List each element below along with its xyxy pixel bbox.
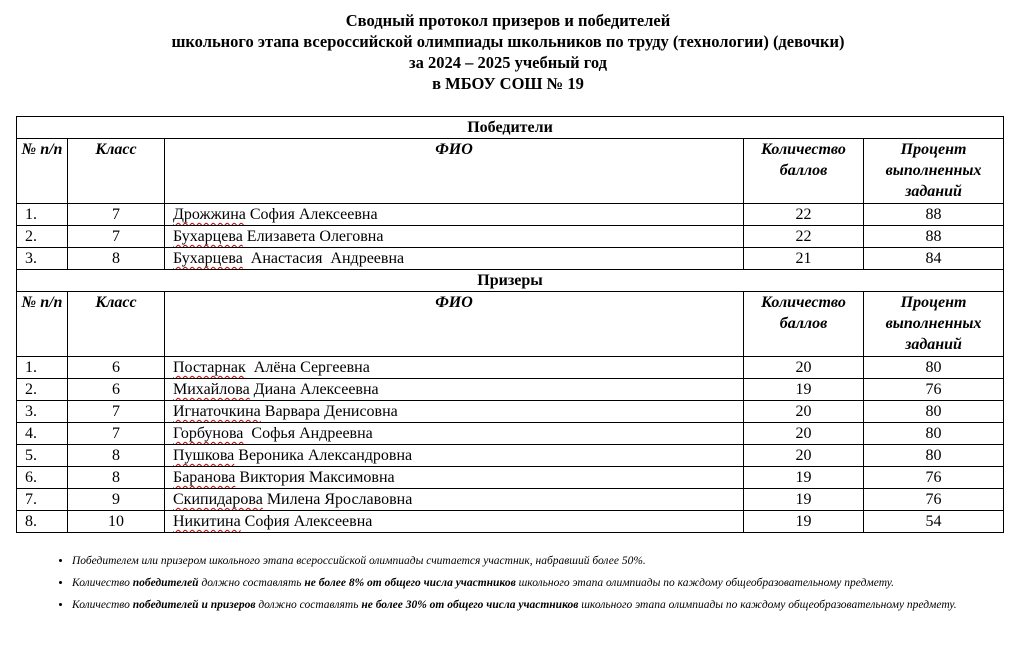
row-percent: 76 (864, 467, 1004, 489)
footnote-text: Победителем или призером школьного этапа всероссийской олимпиады считается участник, набравший более 50%. (72, 555, 646, 567)
row-percent: 80 (864, 401, 1004, 423)
row-given-names: Алёна Сергеевна (245, 359, 370, 376)
row-grade: 7 (68, 204, 165, 226)
title-line: школьного этапа всероссийской олимпиады школьников по труду (технологии) (девочки) (171, 32, 845, 51)
prizewinners-section-label: Призеры (17, 270, 1004, 292)
table-row (17, 445, 1004, 467)
footnote-text: должно составлять (198, 577, 305, 589)
row-grade: 10 (68, 511, 165, 533)
table-row (17, 489, 1004, 511)
row-num: 5. (17, 445, 68, 467)
row-name (165, 467, 744, 489)
title-line: в МБОУ СОШ № 19 (432, 74, 584, 93)
row-score: 21 (744, 248, 864, 270)
title-line: за 2024 – 2025 учебный год (409, 53, 607, 72)
row-surname: Никитина (173, 513, 241, 530)
row-given-names: Виктория Максимовна (235, 469, 395, 486)
row-surname: Бухарцева (173, 250, 243, 267)
row-grade: 6 (68, 379, 165, 401)
row-given-names: Вероника Александровна (234, 447, 413, 464)
row-percent: 76 (864, 489, 1004, 511)
table-row (17, 226, 1004, 248)
row-name (165, 204, 744, 226)
row-grade: 8 (68, 248, 165, 270)
winners-section-label: Победители (17, 117, 1004, 139)
row-num: 3. (17, 401, 68, 423)
row-name (165, 401, 744, 423)
row-percent: 88 (864, 226, 1004, 248)
row-grade: 6 (68, 357, 165, 379)
row-given-names: Диана Алексеевна (249, 381, 379, 398)
row-given-names: Милена Ярославовна (262, 491, 413, 508)
row-score: 20 (744, 423, 864, 445)
row-surname: Постарнак (173, 359, 246, 376)
row-percent: 54 (864, 511, 1004, 533)
row-surname: Бухарцева (173, 228, 243, 245)
header-percent: Процент выполненных заданий (864, 292, 1004, 357)
footnote-text: победителей (132, 577, 199, 589)
results-table (16, 116, 1004, 533)
row-num: 6. (17, 467, 68, 489)
row-surname: Скипидарова (173, 491, 263, 508)
row-score: 22 (744, 226, 864, 248)
row-name (165, 511, 744, 533)
row-score: 19 (744, 379, 864, 401)
row-name (165, 226, 744, 248)
row-name (165, 489, 744, 511)
table-row (17, 511, 1004, 533)
row-percent: 88 (864, 204, 1004, 226)
header-score: Количество баллов (744, 292, 864, 357)
header-score: Количество баллов (744, 139, 864, 204)
header-row (17, 139, 1004, 204)
row-given-names: Варвара Денисовна (260, 403, 398, 420)
footnote-item (72, 575, 1016, 592)
footnote-text: должно составлять (255, 599, 362, 611)
header-name: ФИО (165, 139, 744, 204)
row-num: 3. (17, 248, 68, 270)
row-grade: 7 (68, 226, 165, 248)
header-num: № п/п (17, 292, 68, 357)
row-score: 20 (744, 445, 864, 467)
row-num: 2. (17, 226, 68, 248)
row-name (165, 445, 744, 467)
row-name (165, 423, 744, 445)
table-row (17, 204, 1004, 226)
row-num: 7. (17, 489, 68, 511)
prizewinners-section-row (17, 270, 1004, 292)
row-percent: 76 (864, 379, 1004, 401)
row-given-names: Анастасия Андреевна (242, 250, 405, 267)
row-score: 19 (744, 511, 864, 533)
table-row (17, 401, 1004, 423)
row-grade: 9 (68, 489, 165, 511)
row-surname: Михайлова (173, 381, 250, 398)
footnote-text: школьного этапа олимпиады по каждому общеобразовательному предмету. (578, 599, 957, 611)
row-given-names: София Алексеевна (245, 206, 378, 223)
footnote-text: Количество (72, 599, 133, 611)
row-score: 19 (744, 489, 864, 511)
header-percent: Процент выполненных заданий (864, 139, 1004, 204)
row-percent: 84 (864, 248, 1004, 270)
row-surname: Баранова (173, 469, 236, 486)
header-row (17, 292, 1004, 357)
footnote-item (72, 553, 1016, 570)
footnotes (26, 553, 1016, 619)
table-row (17, 379, 1004, 401)
row-grade: 7 (68, 401, 165, 423)
row-grade: 7 (68, 423, 165, 445)
row-surname: Игнаточкина (173, 403, 261, 420)
header-grade: Класс (68, 292, 165, 357)
table-row (17, 467, 1004, 489)
table-row (17, 248, 1004, 270)
winners-section-row (17, 117, 1004, 139)
row-surname: Горбунова (173, 425, 244, 442)
header-num: № п/п (17, 139, 68, 204)
row-num: 1. (17, 204, 68, 226)
table-row (17, 357, 1004, 379)
document-title (0, 10, 1016, 94)
table-row (17, 423, 1004, 445)
row-num: 4. (17, 423, 68, 445)
row-percent: 80 (864, 423, 1004, 445)
row-num: 1. (17, 357, 68, 379)
row-percent: 80 (864, 357, 1004, 379)
footnote-text: не более 30% от общего числа участников (361, 599, 579, 611)
row-given-names: Софья Андреевна (243, 425, 373, 442)
title-line: Сводный протокол призеров и победителей (345, 11, 671, 30)
row-grade: 8 (68, 445, 165, 467)
row-given-names: Елизавета Олеговна (242, 228, 384, 245)
row-name (165, 379, 744, 401)
row-score: 22 (744, 204, 864, 226)
row-name (165, 248, 744, 270)
footnote-text: Количество (72, 577, 133, 589)
row-name (165, 357, 744, 379)
row-surname: Дрожжина (173, 206, 246, 223)
row-num: 2. (17, 379, 68, 401)
row-grade: 8 (68, 467, 165, 489)
row-score: 20 (744, 357, 864, 379)
row-surname: Пушкова (173, 447, 235, 464)
row-percent: 80 (864, 445, 1004, 467)
row-given-names: София Алексеевна (240, 513, 373, 530)
row-num: 8. (17, 511, 68, 533)
footnote-text: победителей и призеров (132, 599, 256, 611)
row-score: 20 (744, 401, 864, 423)
header-grade: Класс (68, 139, 165, 204)
row-score: 19 (744, 467, 864, 489)
footnote-text: школьного этапа олимпиады по каждому общеобразовательному предмету. (515, 577, 894, 589)
header-name: ФИО (165, 292, 744, 357)
footnote-text: не более 8% от общего числа участников (304, 577, 516, 589)
footnote-item (72, 597, 1016, 614)
